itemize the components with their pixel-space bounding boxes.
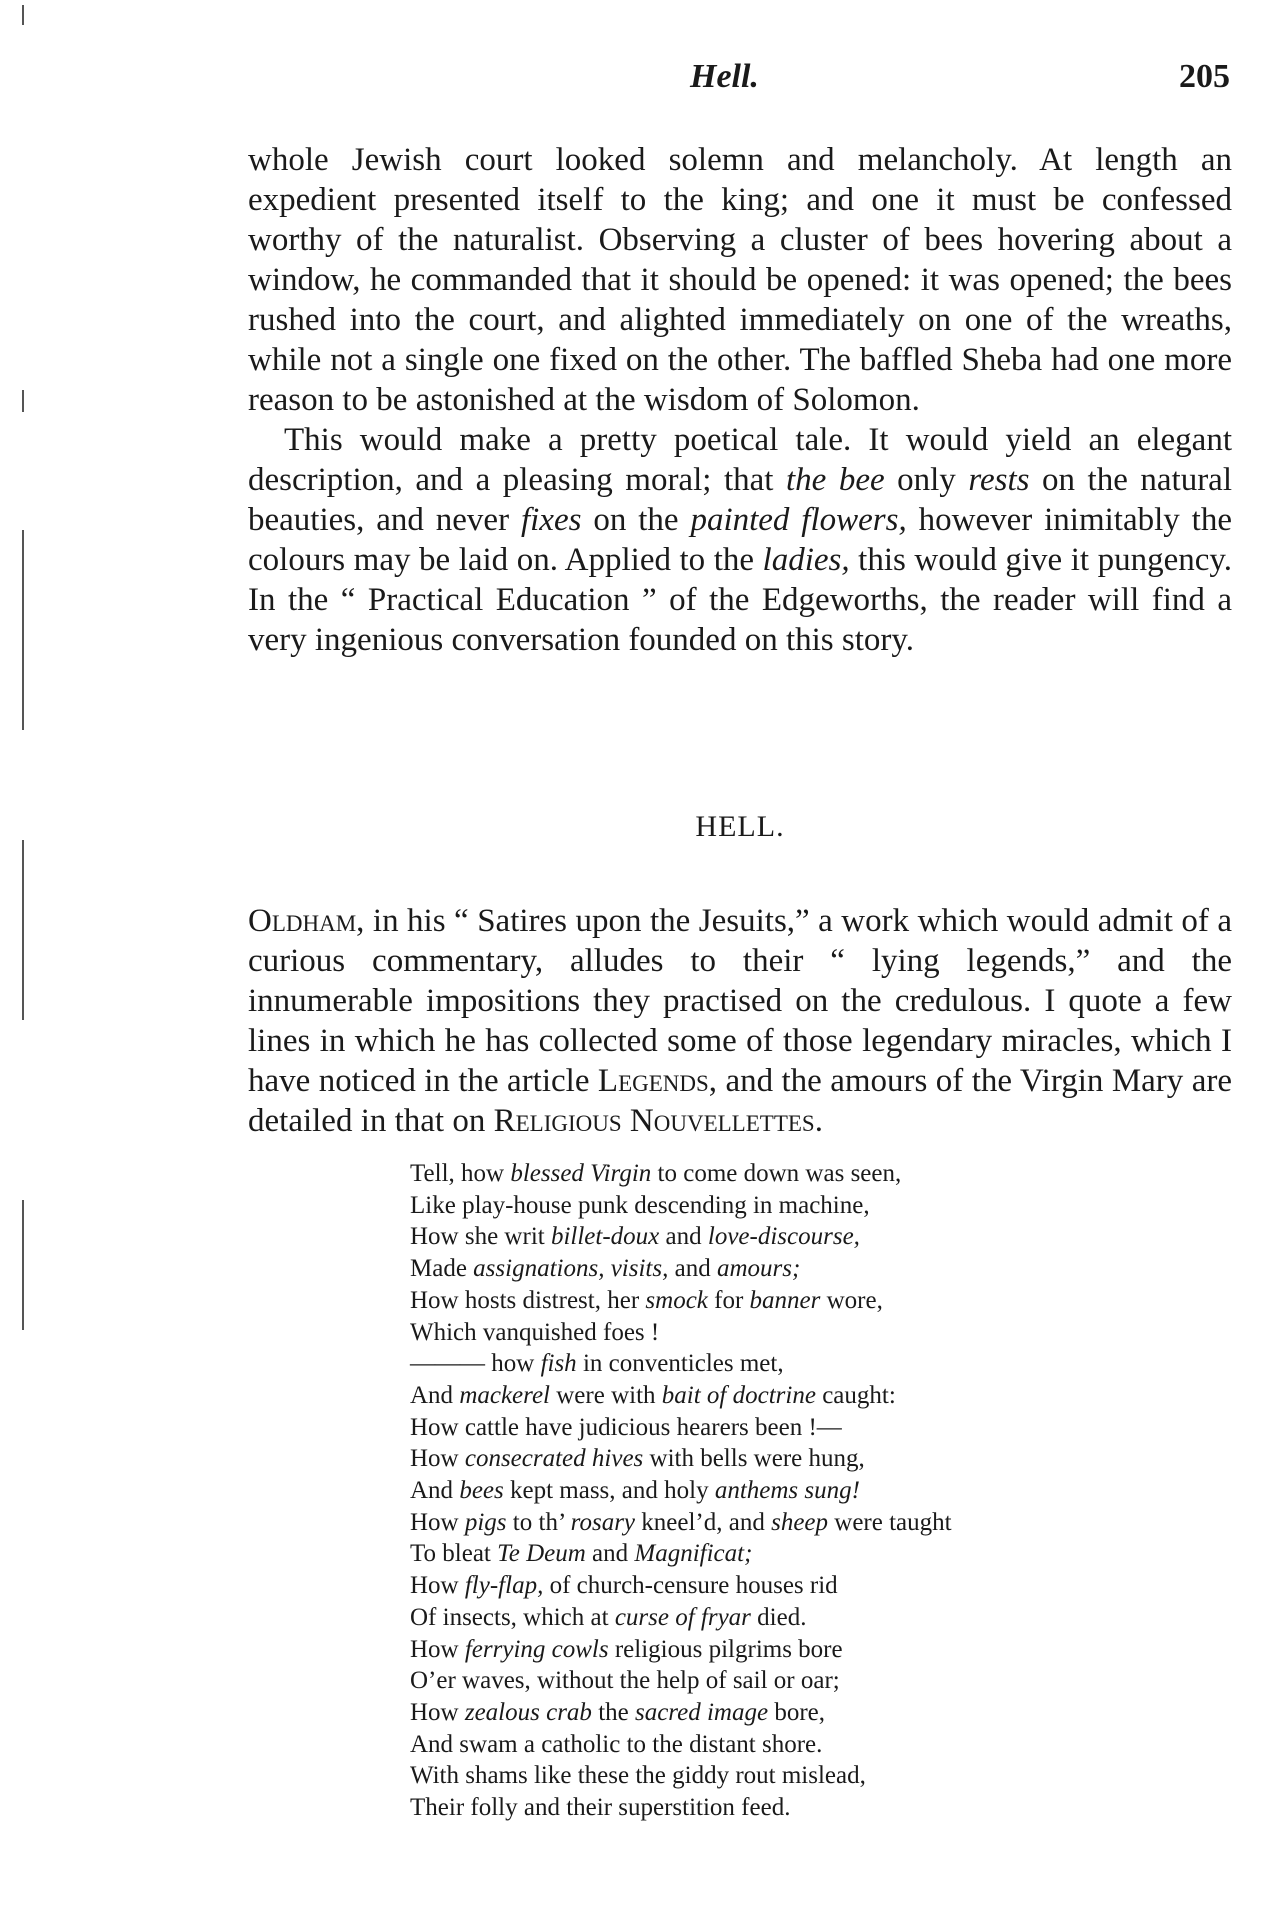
paragraph-moral bbox=[248, 420, 1232, 660]
text-run: With shams like these the giddy rout mislead, bbox=[410, 1762, 866, 1790]
text-run: Made bbox=[410, 1255, 474, 1283]
text-run: in conventicles met, bbox=[576, 1350, 784, 1378]
poem-line bbox=[410, 1317, 1170, 1349]
text-run: died. bbox=[750, 1603, 807, 1631]
poem-line bbox=[410, 1602, 1170, 1634]
poem-line bbox=[410, 1253, 1170, 1285]
poem-line bbox=[410, 1760, 1170, 1792]
text-run: How bbox=[410, 1508, 465, 1536]
italic-run: fish bbox=[540, 1350, 577, 1378]
text-run: And bbox=[410, 1381, 460, 1409]
continued-article bbox=[248, 140, 1232, 660]
poem-line bbox=[410, 1412, 1170, 1444]
italic-run: fixes bbox=[520, 502, 582, 538]
small-caps-run: Religious Nouvellettes. bbox=[493, 1103, 823, 1139]
text-run: Like play-house punk descending in machine, bbox=[410, 1191, 870, 1219]
text-run: and bbox=[659, 1223, 708, 1251]
small-caps-run: Oldham, bbox=[248, 903, 365, 939]
section-body bbox=[248, 868, 1232, 1174]
italic-run: amours; bbox=[716, 1255, 801, 1283]
text-run: To bleat bbox=[410, 1540, 498, 1568]
text-run: bore, bbox=[768, 1698, 825, 1726]
text-run: this would give it pungency. In the “ Practical Education ” of the Edgeworths, the reader will find a very ingenious conversation founded on this story. bbox=[248, 542, 1232, 658]
poem-line bbox=[410, 1792, 1170, 1824]
italic-run: the bee bbox=[785, 462, 885, 498]
text-run: How bbox=[410, 1698, 465, 1726]
italic-run: blessed Virgin bbox=[510, 1160, 652, 1187]
text-run: were with bbox=[550, 1381, 662, 1409]
running-title: Hell. bbox=[690, 58, 759, 95]
poem-line bbox=[410, 1634, 1170, 1666]
scan-mark bbox=[22, 1200, 24, 1330]
italic-run: painted flowers, bbox=[690, 502, 907, 538]
italic-run: fly-flap, bbox=[464, 1572, 544, 1600]
text-run: kneel’d, and bbox=[635, 1508, 772, 1536]
small-caps-run: Legends, bbox=[597, 1063, 718, 1099]
italic-run: pigs bbox=[464, 1508, 507, 1536]
text-run: ——— how bbox=[410, 1350, 541, 1378]
scan-mark bbox=[22, 530, 24, 730]
paragraph-continuation bbox=[248, 140, 1232, 420]
text-run: only bbox=[884, 462, 969, 498]
poem-line bbox=[410, 1348, 1170, 1380]
italic-run: consecrated hives bbox=[464, 1445, 644, 1473]
page-header bbox=[250, 58, 1230, 108]
italic-run: rosary bbox=[570, 1508, 636, 1536]
text-run: wore, bbox=[820, 1286, 883, 1314]
italic-run: banner bbox=[749, 1286, 821, 1314]
italic-run: bait of doctrine bbox=[661, 1381, 816, 1409]
poem-line bbox=[410, 1285, 1170, 1317]
text-run: This would make a pretty poetical tale. It would yield an elegant description, and a pleasing moral; that bbox=[248, 422, 1232, 498]
italic-run: Te Deum bbox=[497, 1540, 586, 1568]
italic-run: anthems sung! bbox=[714, 1477, 860, 1505]
text-run: religious pilgrims bore bbox=[608, 1635, 843, 1663]
text-run: the bbox=[591, 1698, 635, 1726]
page-number: 205 bbox=[1179, 58, 1230, 95]
poem-line bbox=[410, 1475, 1170, 1507]
scan-mark bbox=[22, 840, 24, 1020]
italic-run: love-discourse, bbox=[707, 1223, 860, 1251]
poem-quotation bbox=[410, 1158, 1170, 1824]
text-run: And swam a catholic to the distant shore. bbox=[410, 1730, 823, 1758]
text-run: on the bbox=[581, 502, 691, 538]
italic-run: sheep bbox=[771, 1508, 829, 1536]
poem-line bbox=[410, 1380, 1170, 1412]
italic-run: rests bbox=[968, 462, 1030, 498]
text-run: and bbox=[585, 1540, 635, 1568]
margin-scan-marks bbox=[0, 0, 40, 1931]
text-run: How bbox=[410, 1635, 465, 1663]
text-run: How bbox=[410, 1445, 465, 1473]
text-run: were taught bbox=[828, 1508, 952, 1536]
text-run: caught: bbox=[815, 1381, 896, 1409]
italic-run: smock bbox=[645, 1286, 708, 1314]
italic-run: ferrying cowls bbox=[464, 1635, 609, 1663]
italic-run: zealous crab bbox=[464, 1698, 592, 1726]
text-run: Of insects, which at bbox=[410, 1603, 615, 1631]
text-run: and bbox=[668, 1255, 717, 1283]
text-run: How cattle have judicious hearers been !— bbox=[410, 1413, 842, 1441]
text-run: How bbox=[410, 1572, 465, 1600]
italic-run: mackerel bbox=[459, 1381, 550, 1409]
paragraph-oldham bbox=[248, 901, 1232, 1141]
scan-mark bbox=[22, 5, 24, 25]
text-run: And bbox=[410, 1477, 460, 1505]
poem-line bbox=[410, 1443, 1170, 1475]
poem-line bbox=[410, 1697, 1170, 1729]
italic-run: Magnificat; bbox=[634, 1540, 753, 1568]
poem-line bbox=[410, 1190, 1170, 1222]
text-run: however inimitably the colours may be laid on. Applied to the bbox=[248, 502, 1232, 578]
poem-line bbox=[410, 1221, 1170, 1253]
text-run: whole Jewish court looked solemn and melancholy. At length an expedient presented itself to the king; and one it must be confessed worthy of the naturalist. Observing a cluster of bees hovering about a window, he commanded that it should be opened: it was opened; the bees rushed into the court, and alighted immediately on one of the wreaths, while not a single one fixed on the other. The baffled Sheba had one more reason to be astonished at the wisdom of Solomon. bbox=[248, 142, 1232, 418]
text-run: of church-censure houses rid bbox=[543, 1572, 838, 1600]
text-run: kept mass, and holy bbox=[503, 1477, 715, 1505]
poem-line bbox=[410, 1158, 1170, 1190]
text-run: How she writ bbox=[410, 1223, 551, 1251]
text-run: How hosts distrest, her bbox=[410, 1286, 646, 1314]
italic-run: assignations, visits, bbox=[473, 1255, 669, 1283]
text-run: for bbox=[707, 1286, 750, 1314]
poem-line bbox=[410, 1570, 1170, 1602]
poem-line bbox=[410, 1665, 1170, 1697]
italic-run: sacred image bbox=[634, 1698, 769, 1726]
poem-line bbox=[410, 1507, 1170, 1539]
text-run: Their folly and their superstition feed. bbox=[410, 1794, 791, 1822]
italic-run: billet-doux bbox=[550, 1223, 660, 1251]
text-run: O’er waves, without the help of sail or oar; bbox=[410, 1667, 840, 1695]
scan-mark bbox=[22, 390, 24, 412]
italic-run: bees bbox=[459, 1477, 504, 1505]
text-run: with bells were hung, bbox=[643, 1445, 865, 1473]
text-run: Tell, how bbox=[410, 1160, 511, 1187]
text-run: to come down was seen, bbox=[651, 1160, 902, 1187]
text-run: in his “ Satires upon the Jesuits,” a work which would admit of a curious commentary, alludes to their “ lying legends,” and the innumerable impositions they practised on the credulous. I quote a few lines in which he has collected some of those legendary miracles, which I have noticed in the article bbox=[248, 903, 1232, 1099]
italic-run: ladies, bbox=[762, 542, 850, 578]
text-run: to th’ bbox=[506, 1508, 571, 1536]
text-run: and the amours of the Virgin Mary are detailed in that on bbox=[248, 1063, 1232, 1139]
poem-line bbox=[410, 1729, 1170, 1761]
text-run: Which vanquished foes ! bbox=[410, 1318, 660, 1346]
text-run: on the natural beauties, and never bbox=[248, 462, 1232, 538]
section-heading: HELL. bbox=[695, 810, 785, 843]
italic-run: curse of fryar bbox=[614, 1603, 751, 1631]
poem-line bbox=[410, 1538, 1170, 1570]
